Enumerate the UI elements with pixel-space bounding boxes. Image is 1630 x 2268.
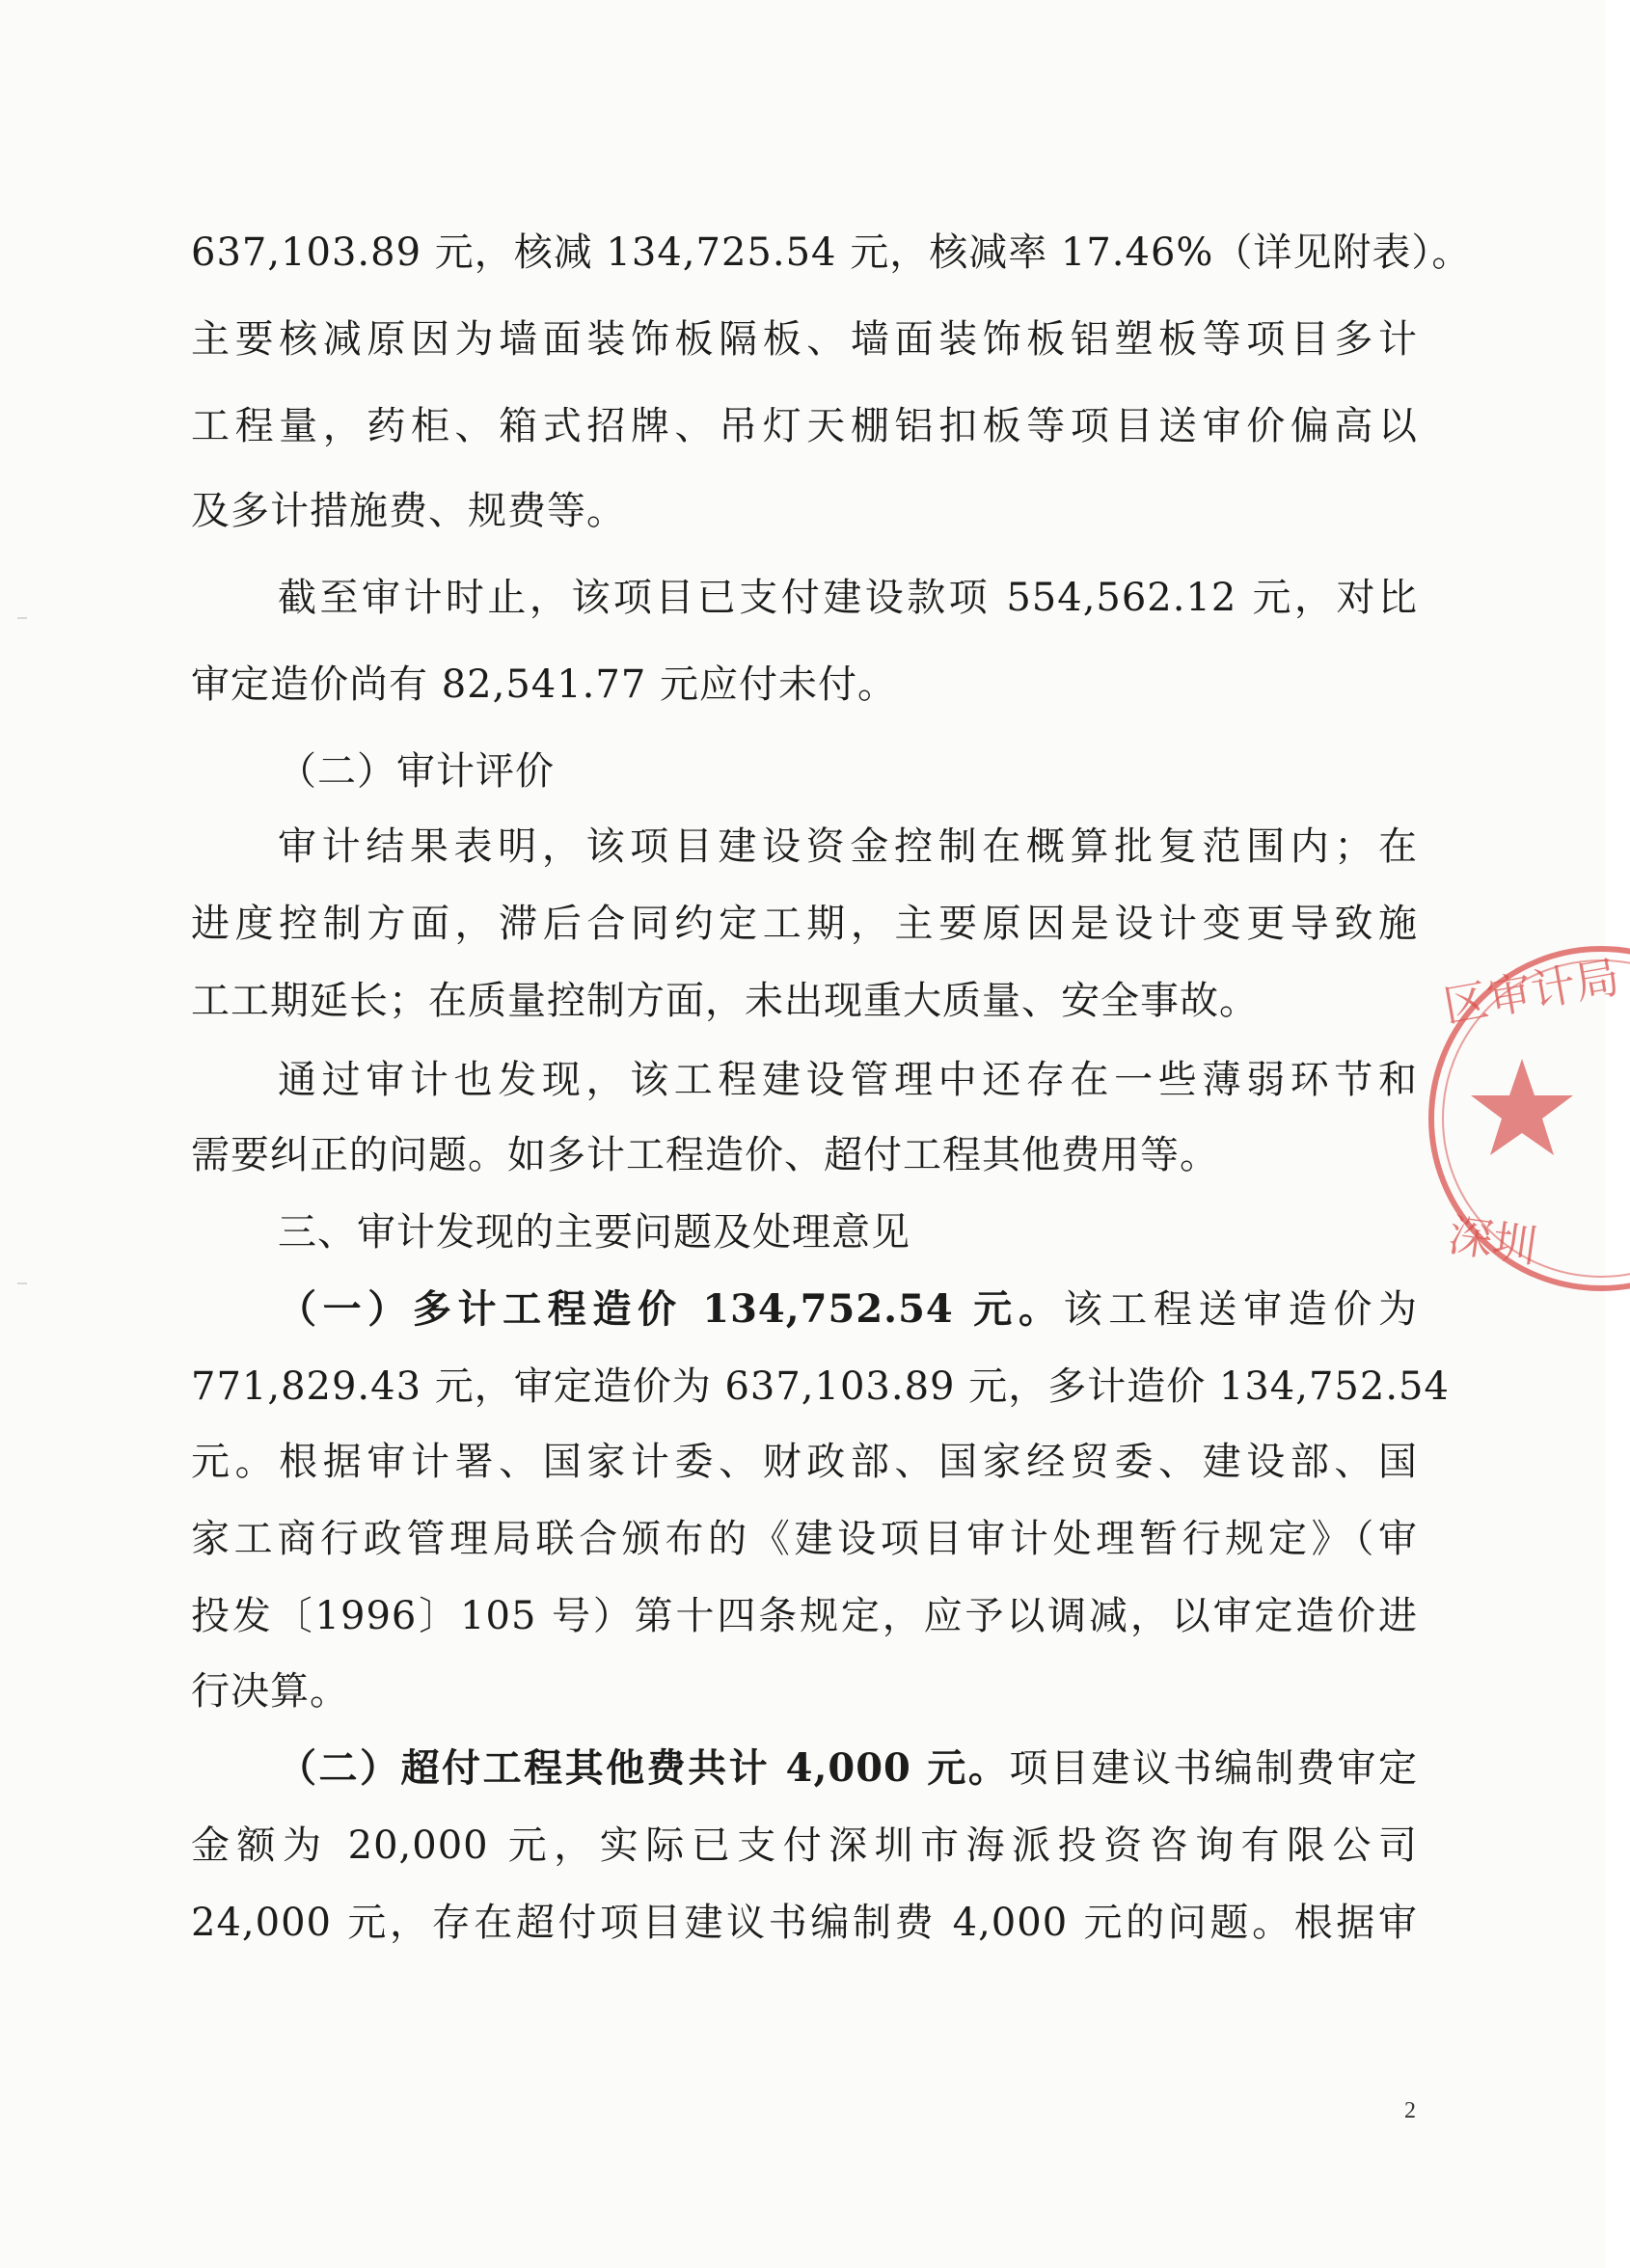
body-line: 通过审计也发现，该工程建设管理中还存在一些薄弱环节和	[278, 1058, 1418, 1102]
body-line: 637,103.89 元，核减 134,725.54 元，核减率 17.46%（详见附表）。	[191, 230, 1472, 275]
body-line: 进度控制方面，滞后合同约定工期，主要原因是设计变更导致施	[191, 902, 1418, 946]
body-line: 771,829.43 元，审定造价为 637,103.89 元，多计造价 134,752.54	[191, 1364, 1450, 1409]
chapter-heading: 三、审计发现的主要问题及处理意见	[278, 1210, 910, 1255]
body-line: 家工商行政管理局联合颁布的《建设项目审计处理暂行规定》（审	[191, 1517, 1418, 1561]
body-line: 工程量，药柜、箱式招牌、吊灯天棚铝扣板等项目送审价偏高以	[191, 404, 1418, 448]
issue-one-text: 该工程送审造价为	[1063, 1287, 1419, 1332]
issue-one-line	[278, 1284, 1418, 1335]
body-line: 审计结果表明，该项目建设资金控制在概算批复范围内；在	[278, 824, 1418, 869]
scan-edge-mark	[17, 1282, 27, 1284]
body-line: 24,000 元，存在超付项目建议书编制费 4,000 元的问题。根据审	[191, 1901, 1418, 1945]
issue-two-title: （二）超付工程其他费共计 4,000 元。	[278, 1745, 1010, 1791]
body-line: 需要纠正的问题。如多计工程造价、超付工程其他费用等。	[191, 1133, 1219, 1177]
official-seal-stamp	[1408, 945, 1630, 1292]
body-line: 行决算。	[191, 1669, 349, 1714]
body-line: 金额为 20,000 元，实际已支付深圳市海派投资咨询有限公司	[191, 1823, 1418, 1868]
body-line: 审定造价尚有 82,541.77 元应付未付。	[191, 662, 898, 707]
issue-two-text: 项目建议书编制费审定	[1009, 1746, 1418, 1791]
body-line: 及多计措施费、规费等。	[191, 489, 626, 533]
body-line: 截至审计时止，该项目已支付建设款项 554,562.12 元，对比	[278, 576, 1418, 620]
page-number: 2	[1404, 2098, 1416, 2123]
section-heading: （二）审计评价	[278, 749, 555, 794]
body-line: 主要核减原因为墙面装饰板隔板、墙面装饰板铝塑板等项目多计	[191, 317, 1418, 362]
issue-one-title: （一）多计工程造价 134,752.54 元。	[278, 1286, 1064, 1332]
seal-top-text: 区审计局	[1439, 950, 1624, 1033]
seal-bottom-text: 深圳	[1445, 1208, 1541, 1273]
body-line: 投发〔1996〕105 号）第十四条规定，应予以调减，以审定造价进	[191, 1594, 1418, 1638]
scan-edge-mark	[17, 617, 27, 619]
body-line: 元。根据审计署、国家计委、财政部、国家经贸委、建设部、国	[191, 1440, 1418, 1484]
body-line: 工工期延长；在质量控制方面，未出现重大质量、安全事故。	[191, 979, 1259, 1023]
issue-two-line	[278, 1743, 1418, 1794]
